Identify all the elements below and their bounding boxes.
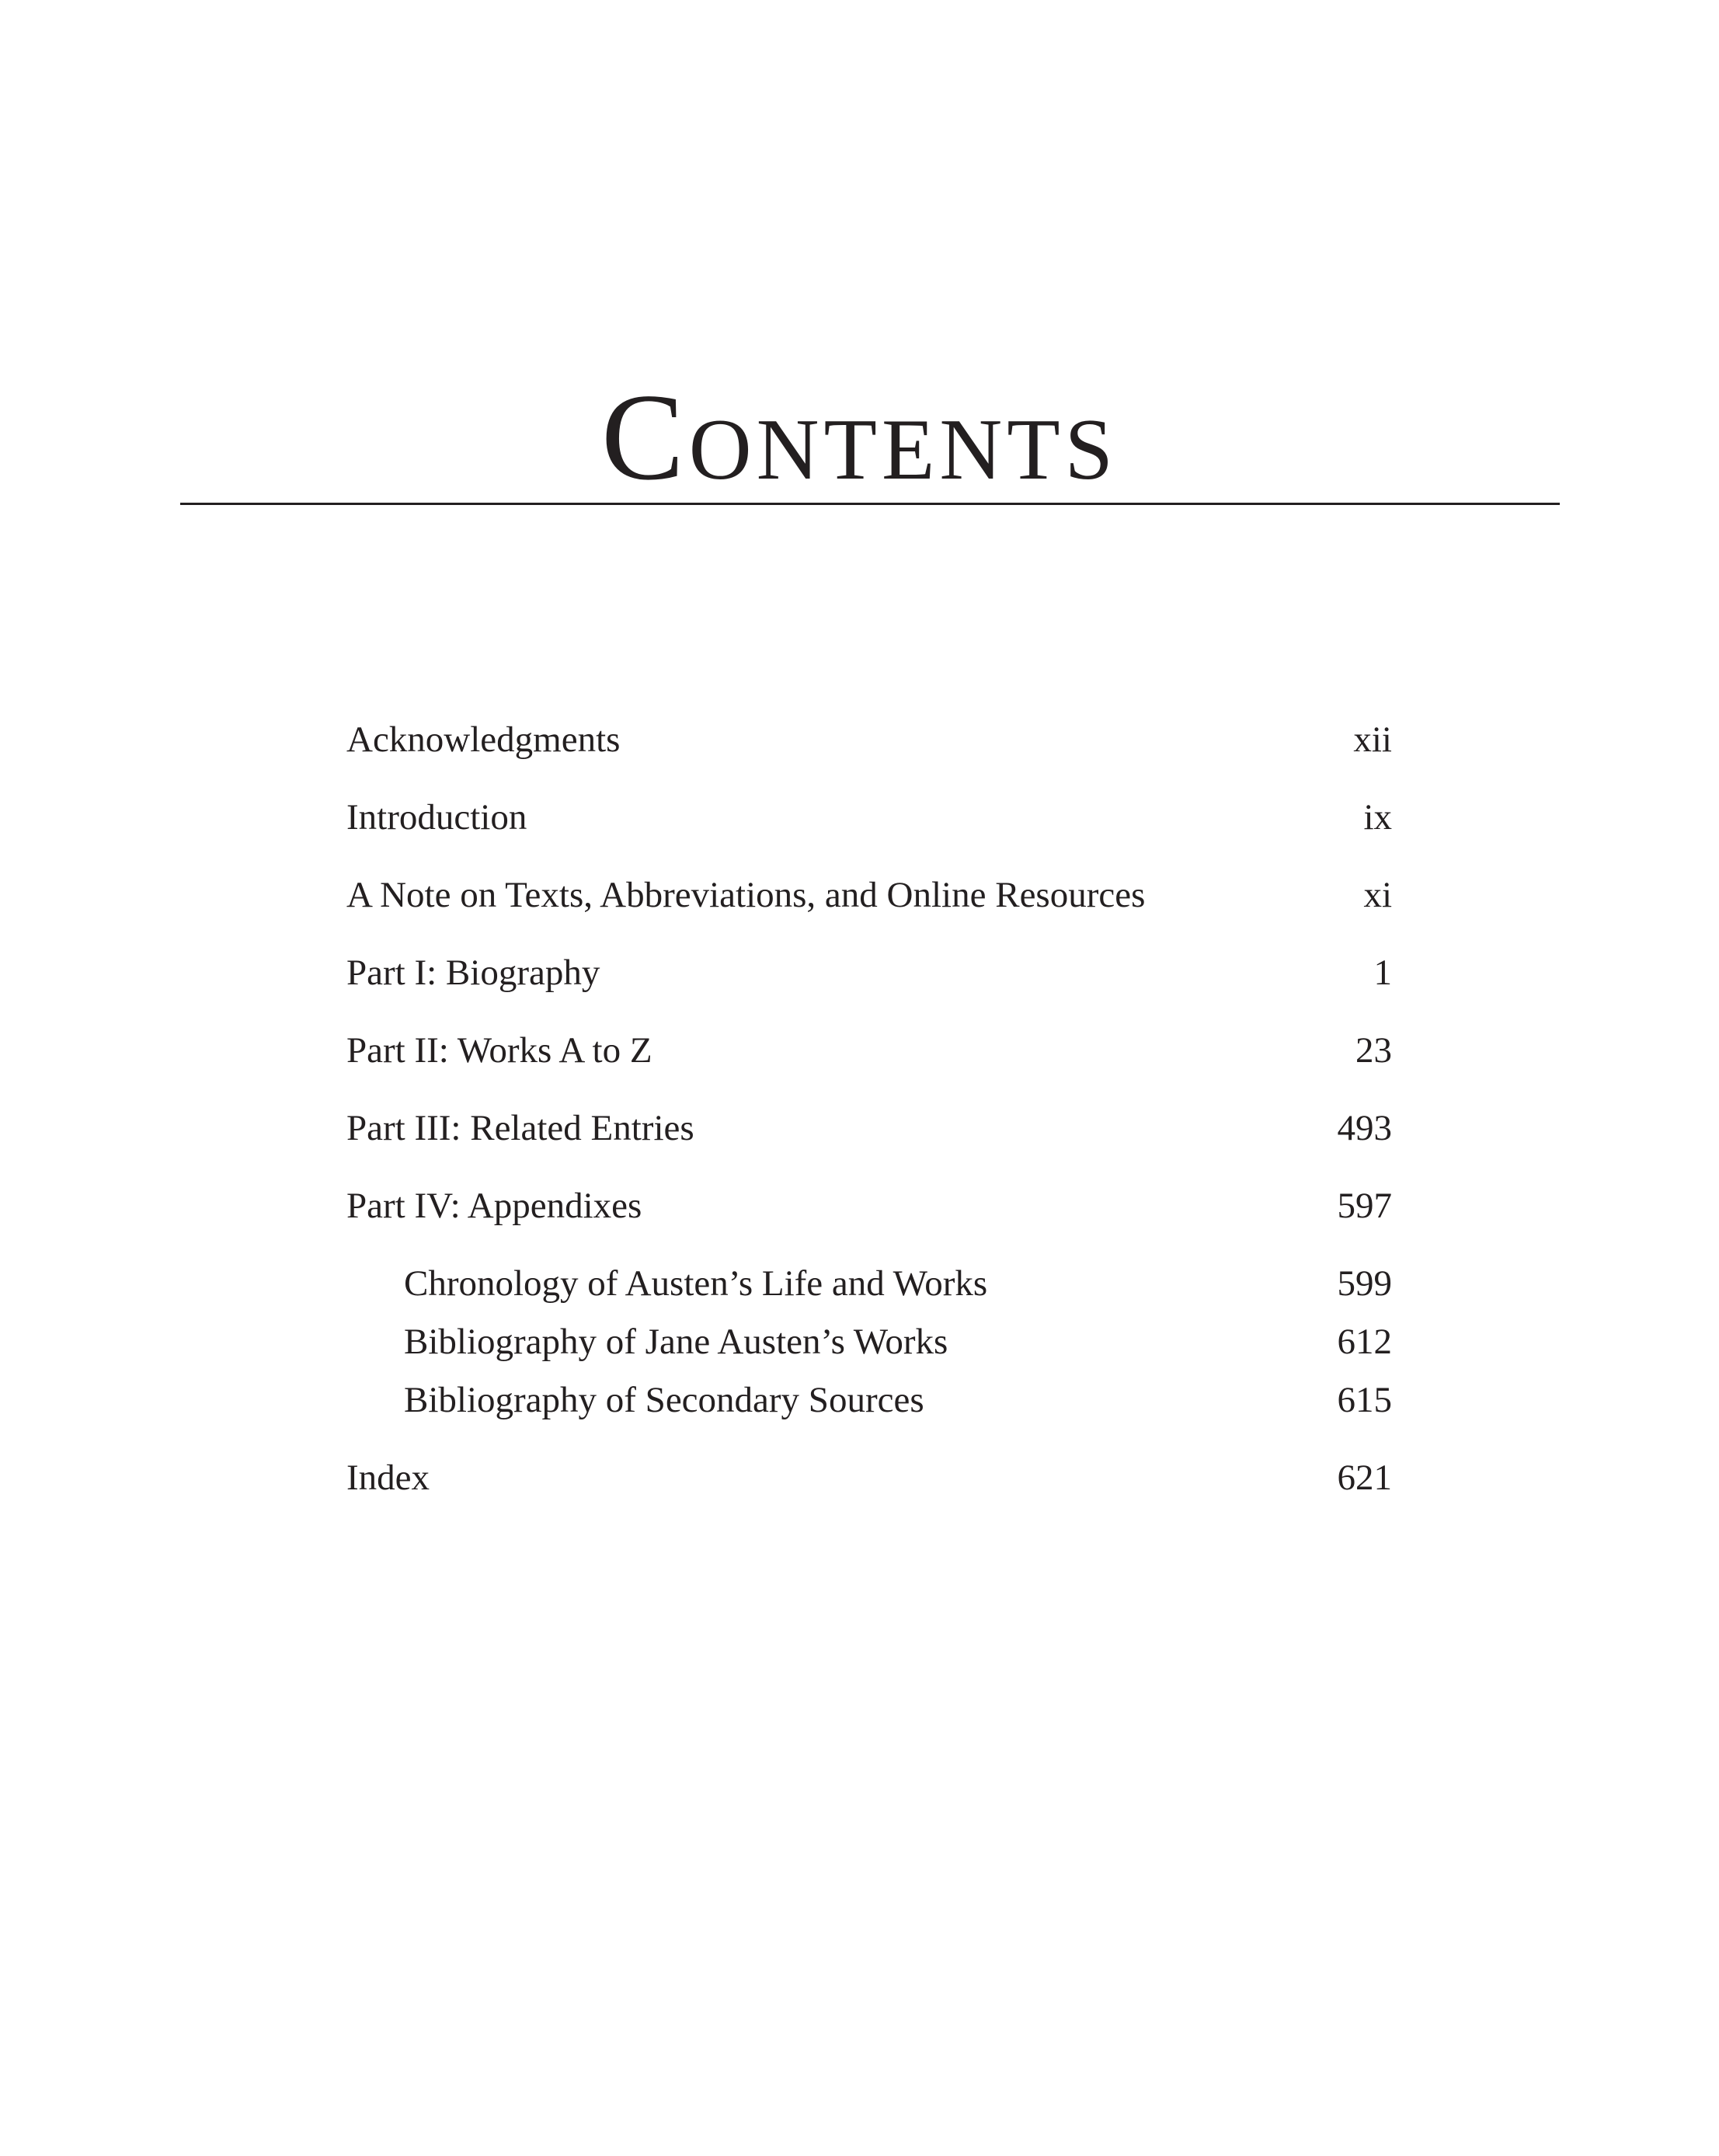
toc-entry-label: Acknowledgments: [346, 719, 621, 760]
toc-entry-page: 599: [1337, 1263, 1392, 1304]
toc-entry-page: 493: [1337, 1108, 1392, 1148]
toc-subentry-bibliography-works[interactable]: [346, 1318, 1392, 1365]
toc-entry-label: Part IV: Appendixes: [346, 1186, 642, 1226]
toc-entry-label: Part II: Works A to Z: [346, 1030, 652, 1071]
toc-entry-acknowledgments[interactable]: [346, 716, 1392, 763]
toc-entry-page: ix: [1363, 797, 1392, 838]
toc-entry-index[interactable]: [346, 1454, 1392, 1501]
toc-entry-label: Part III: Related Entries: [346, 1108, 694, 1148]
toc-entry-part-3[interactable]: [346, 1105, 1392, 1151]
toc-subentry-bibliography-secondary[interactable]: [346, 1377, 1392, 1423]
toc-entry-page: 621: [1337, 1458, 1392, 1498]
title-rule: [180, 503, 1560, 505]
toc-entry-label: A Note on Texts, Abbreviations, and Online Resources: [346, 875, 1146, 915]
toc-subentry-chronology[interactable]: [346, 1260, 1392, 1307]
toc-entry-part-1[interactable]: [346, 949, 1392, 996]
toc-entry-label: Index: [346, 1458, 430, 1498]
toc-entry-page: xii: [1353, 719, 1392, 760]
toc-entry-page: xi: [1363, 875, 1392, 915]
toc-entry-label: Bibliography of Secondary Sources: [404, 1380, 924, 1420]
toc-entry-label: Chronology of Austen’s Life and Works: [404, 1263, 988, 1304]
toc-entry-note-on-texts[interactable]: [346, 872, 1392, 918]
toc-entry-introduction[interactable]: [346, 794, 1392, 841]
toc-entry-part-2[interactable]: [346, 1027, 1392, 1074]
toc-entry-page: 1: [1373, 953, 1392, 993]
toc-entry-page: 23: [1355, 1030, 1392, 1071]
toc-entry-part-4[interactable]: [346, 1182, 1392, 1229]
page-title: Contents: [601, 367, 1118, 506]
toc-entry-page: 615: [1337, 1380, 1392, 1420]
toc-entry-label: Bibliography of Jane Austen’s Works: [404, 1322, 948, 1362]
toc-entry-page: 612: [1337, 1322, 1392, 1362]
toc-entry-label: Part I: Biography: [346, 953, 600, 993]
toc-entry-page: 597: [1337, 1186, 1392, 1226]
toc-entry-label: Introduction: [346, 797, 527, 838]
